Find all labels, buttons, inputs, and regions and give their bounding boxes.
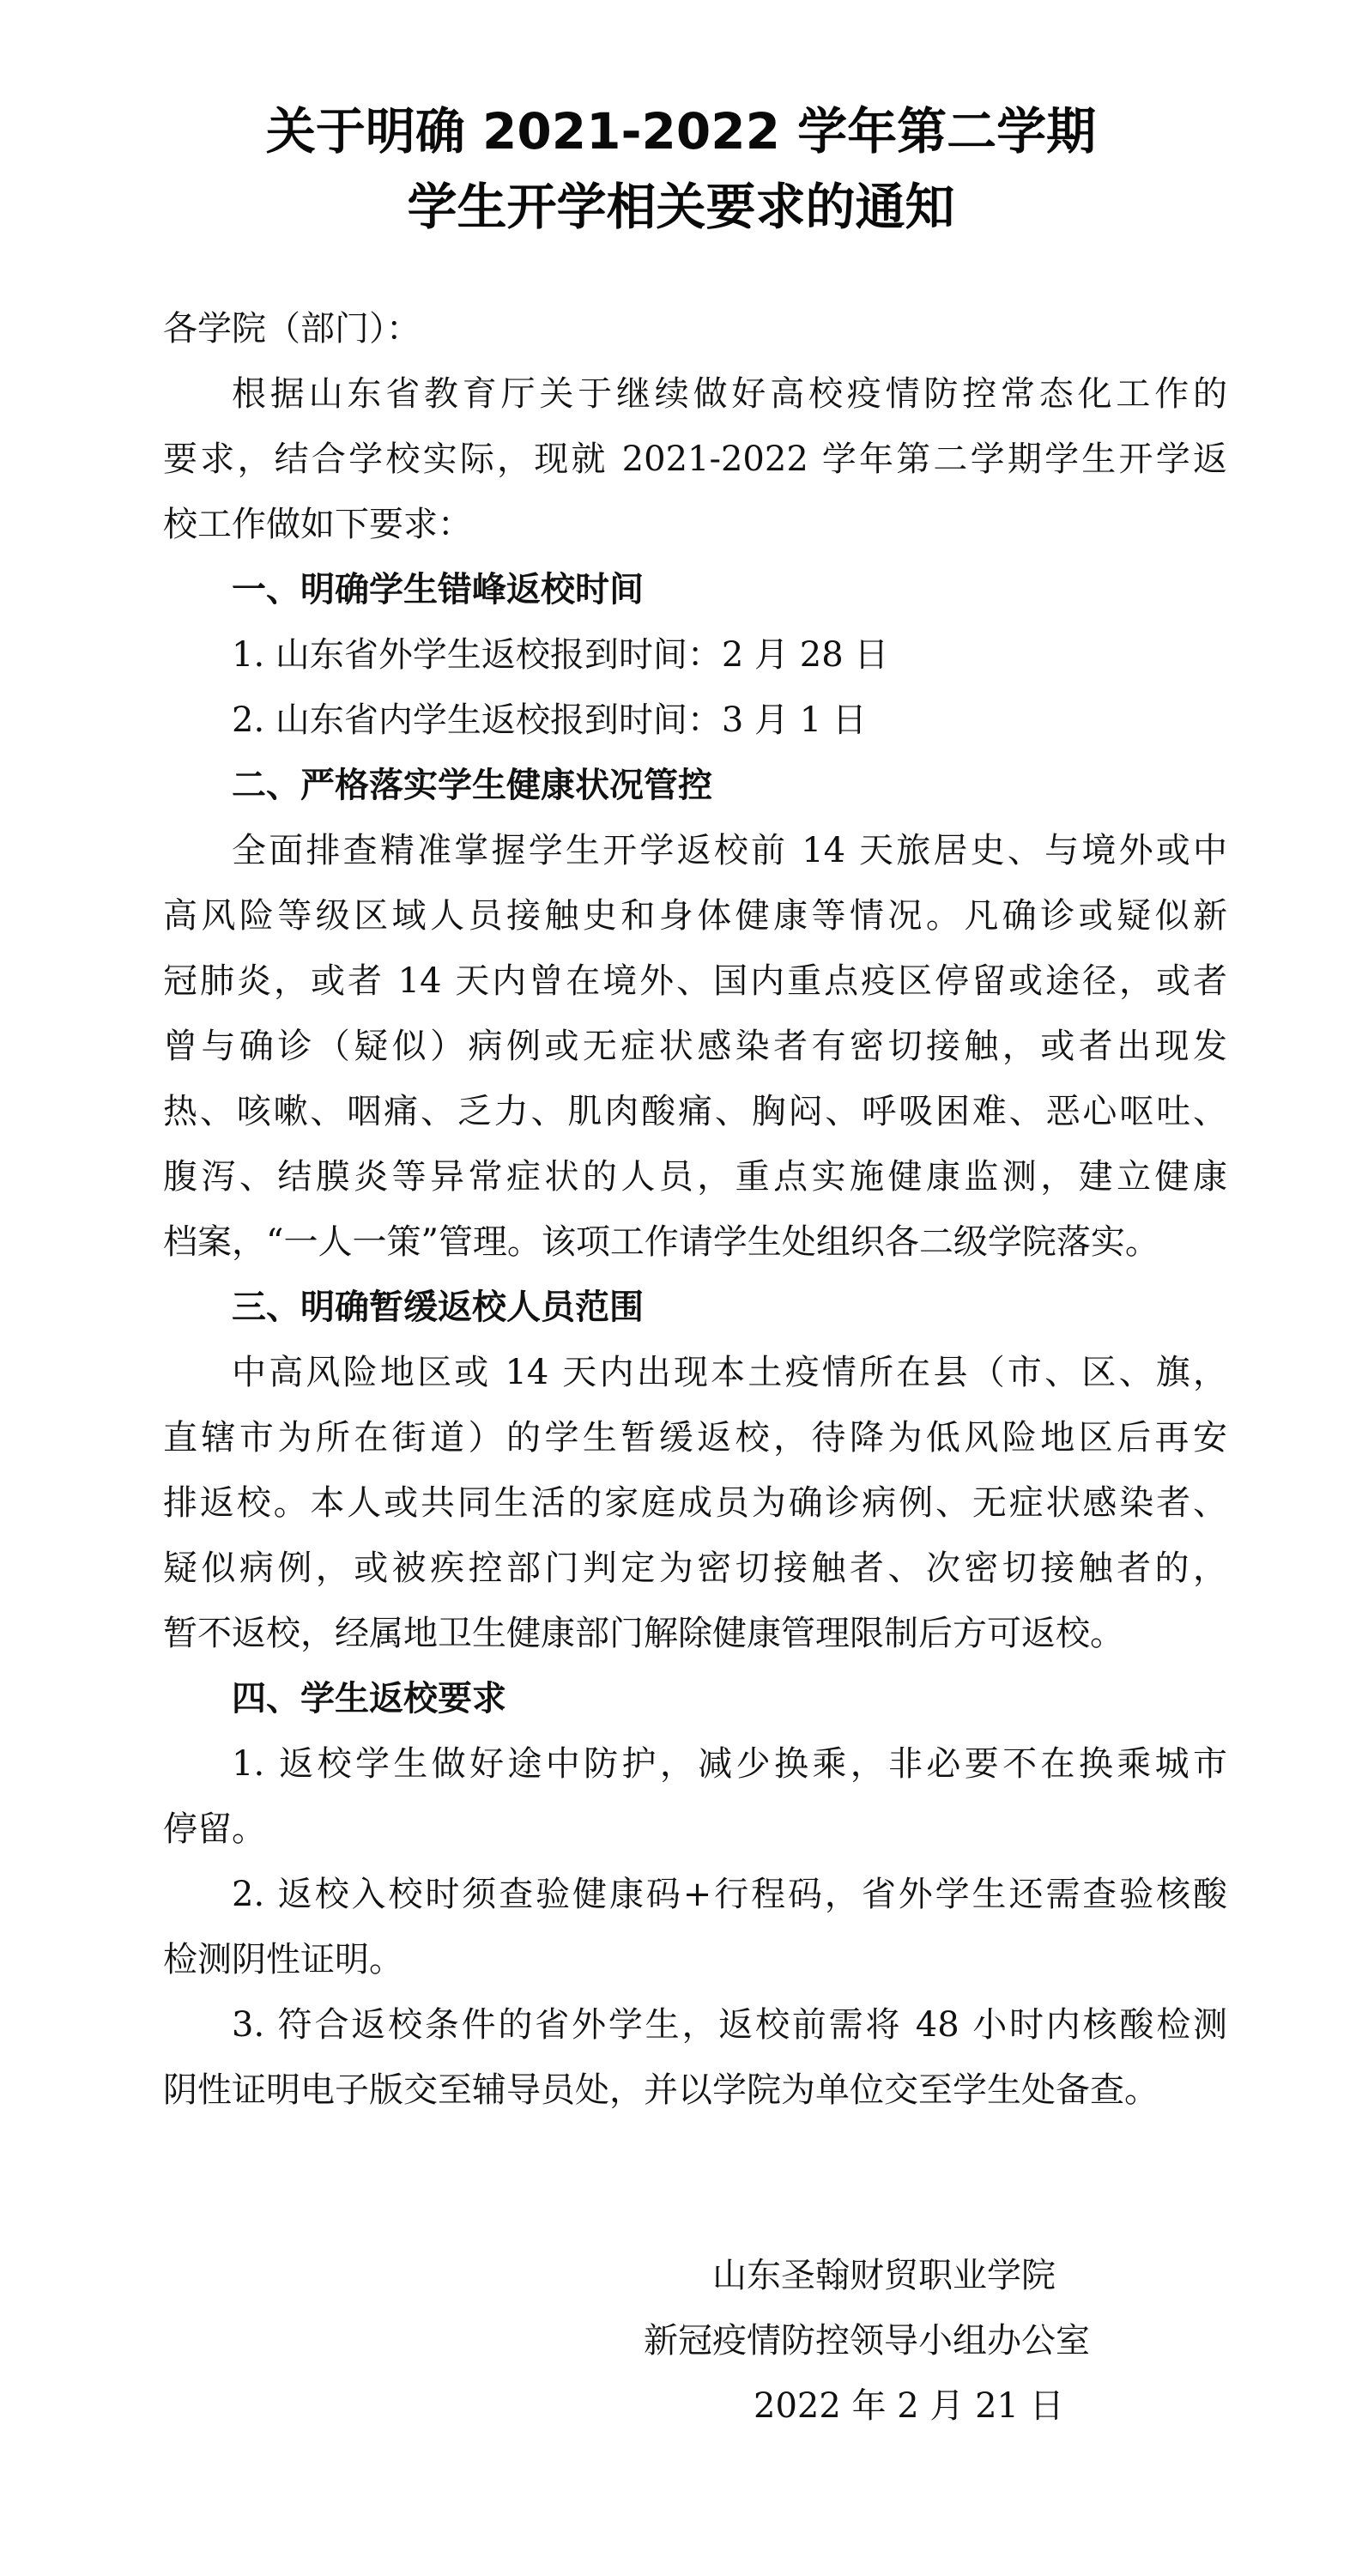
section-3-line: 排返校。本人或共同生活的家庭成员为确诊病例、无症状感染者、: [163, 1483, 1227, 1523]
section-2-line: 高风险等级区域人员接触史和身体健康等情况。凡确诊或疑似新: [163, 896, 1227, 936]
section-4-item-3-line: 3. 符合返校条件的省外学生，返校前需将 48 小时内核酸检测: [232, 2005, 1227, 2045]
intro-line: 要求，结合学校实际，现就 2021-2022 学年第二学期学生开学返: [163, 439, 1227, 479]
section-4-item-3-line: 阴性证明电子版交至辅导员处，并以学院为单位交至学生处备查。: [163, 2070, 1159, 2110]
section-4-item-2-line: 检测阴性证明。: [163, 1940, 403, 1979]
title-line-1: 关于明确 2021-2022 学年第二学期: [265, 102, 1097, 161]
title-line-2: 学生开学相关要求的通知: [407, 178, 955, 236]
section-4-item-1-line: 1. 返校学生做好途中防护，减少换乘，非必要不在换乘城市: [232, 1744, 1227, 1784]
intro-line: 根据山东省教育厅关于继续做好高校疫情防控常态化工作的: [232, 374, 1227, 414]
section-1-item: 2. 山东省内学生返校报到时间：3 月 1 日: [232, 700, 867, 740]
section-3-line: 中高风险地区或 14 天内出现本土疫情所在县（市、区、旗，: [232, 1353, 1227, 1392]
section-3-line: 疑似病例，或被疾控部门判定为密切接触者、次密切接触者的，: [163, 1549, 1227, 1588]
section-3-line: 直辖市为所在街道）的学生暂缓返校，待降为低风险地区后再安: [163, 1418, 1227, 1458]
section-2-line: 冠肺炎，或者 14 天内曾在境外、国内重点疫区停留或途径，或者: [163, 961, 1227, 1001]
intro-line: 校工作做如下要求：: [163, 505, 472, 544]
signature-organization: 山东圣翰财贸职业学院: [712, 2256, 1056, 2295]
section-1-heading: 一、明确学生错峰返校时间: [232, 570, 644, 609]
section-3-line: 暂不返校，经属地卫生健康部门解除健康管理限制后方可返校。: [163, 1614, 1124, 1653]
section-4-item-1-line: 停留。: [163, 1809, 266, 1849]
section-3-heading: 三、明确暂缓返校人员范围: [232, 1288, 644, 1327]
section-2-line: 热、咳嗽、咽痛、乏力、肌肉酸痛、胸闷、呼吸困难、恶心呕吐、: [163, 1092, 1227, 1131]
section-4-item-2-line: 2. 返校入校时须查验健康码+行程码，省外学生还需查验核酸: [232, 1875, 1227, 1914]
section-1-item: 1. 山东省外学生返校报到时间：2 月 28 日: [232, 635, 889, 675]
section-2-line: 全面排查精准掌握学生开学返校前 14 天旅居史、与境外或中: [232, 831, 1227, 870]
salutation: 各学院（部门）：: [163, 309, 421, 349]
section-2-line: 档案，“一人一策”管理。该项工作请学生处组织各二级学院落实。: [163, 1222, 1159, 1262]
section-4-heading: 四、学生返校要求: [232, 1679, 506, 1718]
section-2-line: 腹泻、结膜炎等异常症状的人员，重点实施健康监测，建立健康: [163, 1157, 1227, 1197]
section-2-line: 曾与确诊（疑似）病例或无症状感染者有密切接触，或者出现发: [163, 1027, 1227, 1066]
section-2-heading: 二、严格落实学生健康状况管控: [232, 766, 712, 805]
signature-date: 2022 年 2 月 21 日: [754, 2386, 1064, 2426]
signature-office: 新冠疫情防控领导小组办公室: [644, 2321, 1090, 2361]
